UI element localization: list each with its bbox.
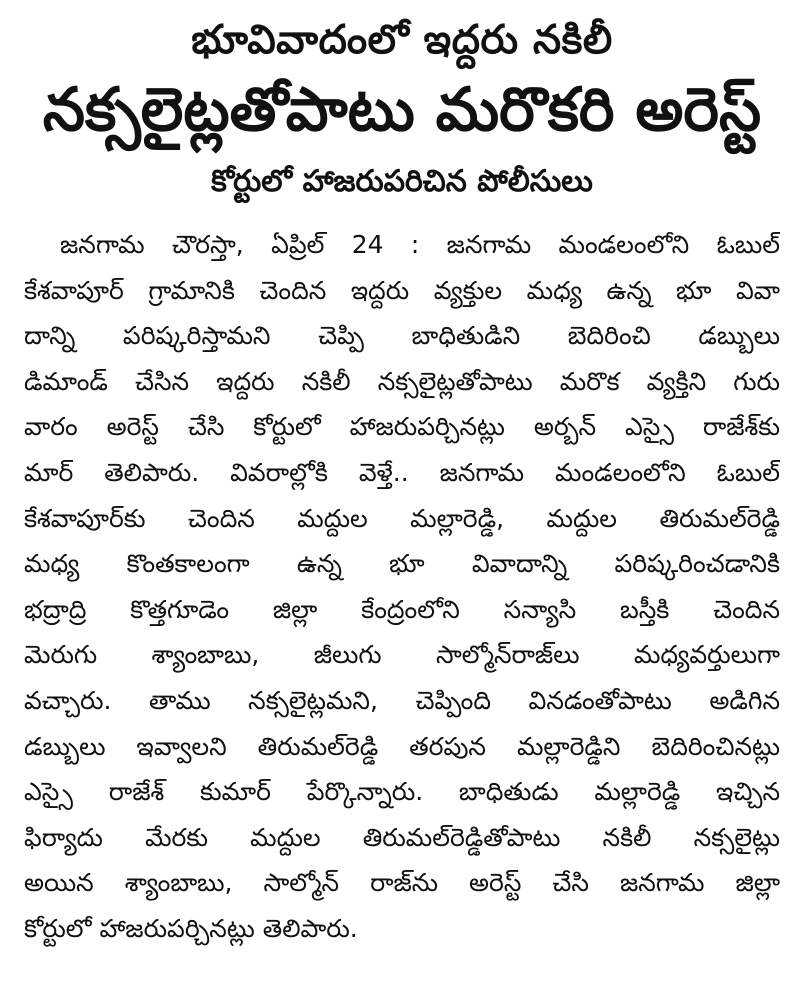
body-line: కేశవాపూర్ గ్రామానికి చెందిన ఇద్దరు వ్యక్తుల మధ్య ఉన్న భూ వివా bbox=[24, 275, 780, 305]
main-headline: నక్సలైట్లతోపాటు మరొకరి అరెస్ట్ bbox=[42, 75, 762, 145]
kicker-headline: భూవివాదంలో ఇద్దరు నకిలీ bbox=[191, 17, 613, 63]
body-line: డబ్బులు ఇవ్వాలని తిరుమల్‌రెడ్డి తరపున మల్లారెడ్డిని బెదిరించినట్లు bbox=[24, 731, 780, 761]
body-line: కేశవాపూర్‌కు చెందిన మద్దుల మల్లారెడ్డి, మద్దుల తిరుమల్‌రెడ్డి bbox=[24, 503, 780, 533]
body-line: జనగామ చౌరస్తా, ఏప్రిల్ 24 : జనగామ మండలంలోని ఓబుల్ bbox=[60, 230, 780, 259]
body-line: ఫిర్యాదు మేరకు మద్దుల తిరుమల్‌రెడ్డితోపాటు నకిలీ నక్సలైట్లు bbox=[24, 822, 780, 852]
body-line: భద్రాద్రి కొత్తగూడెం జిల్లా కేంద్రంలోని సన్యాసి బస్తీకి చెందిన bbox=[24, 594, 780, 624]
body-line: దాన్ని పరిష్కరిస్తామని చెప్పి బాధితుడిని బెదిరించి డబ్బులు bbox=[24, 321, 780, 351]
body-line: మధ్య కొంతకాలంగా ఉన్న భూ వివాదాన్ని పరిష్కరించడానికి bbox=[24, 549, 780, 579]
body-line: వారం అరెస్ట్ చేసి కోర్టులో హాజరుపర్చినట్లు అర్బన్ ఎస్సై రాజేశ్‌కు bbox=[24, 412, 780, 442]
body-line: మెరుగు శ్యాంబాబు, జీలుగు సాల్మోన్‌రాజ్‌లు మధ్యవర్తులుగా bbox=[24, 640, 780, 670]
body-line: ఎస్సై రాజేశ్ కుమార్ పేర్కొన్నారు. బాధితుడు మల్లారెడ్డి ఇచ్చిన bbox=[24, 777, 780, 807]
body-line: అయిన శ్యాంబాబు, సాల్మోన్ రాజ్‌ను అరెస్ట్ చేసి జనగామ జిల్లా bbox=[24, 868, 780, 898]
body-line: మార్ తెలిపారు. వివరాల్లోకి వెళ్తే.. జనగామ మండలంలోని ఓబుల్ bbox=[24, 457, 780, 487]
article-body bbox=[24, 222, 780, 952]
subheadline: కోర్టులో హాజరుపరిచిన పోలీసులు bbox=[211, 164, 593, 199]
body-line: డిమాండ్ చేసిన ఇద్దరు నకిలీ నక్సలైట్లతోపాటు మరొక వ్యక్తిని గురు bbox=[24, 366, 780, 396]
body-line: కోర్టులో హాజరుపర్చినట్లు తెలిపారు. bbox=[24, 913, 358, 943]
body-line: వచ్చారు. తాము నక్సలైట్లమని, చెప్పింది వినడంతోపాటు అడిగిన bbox=[24, 685, 780, 715]
